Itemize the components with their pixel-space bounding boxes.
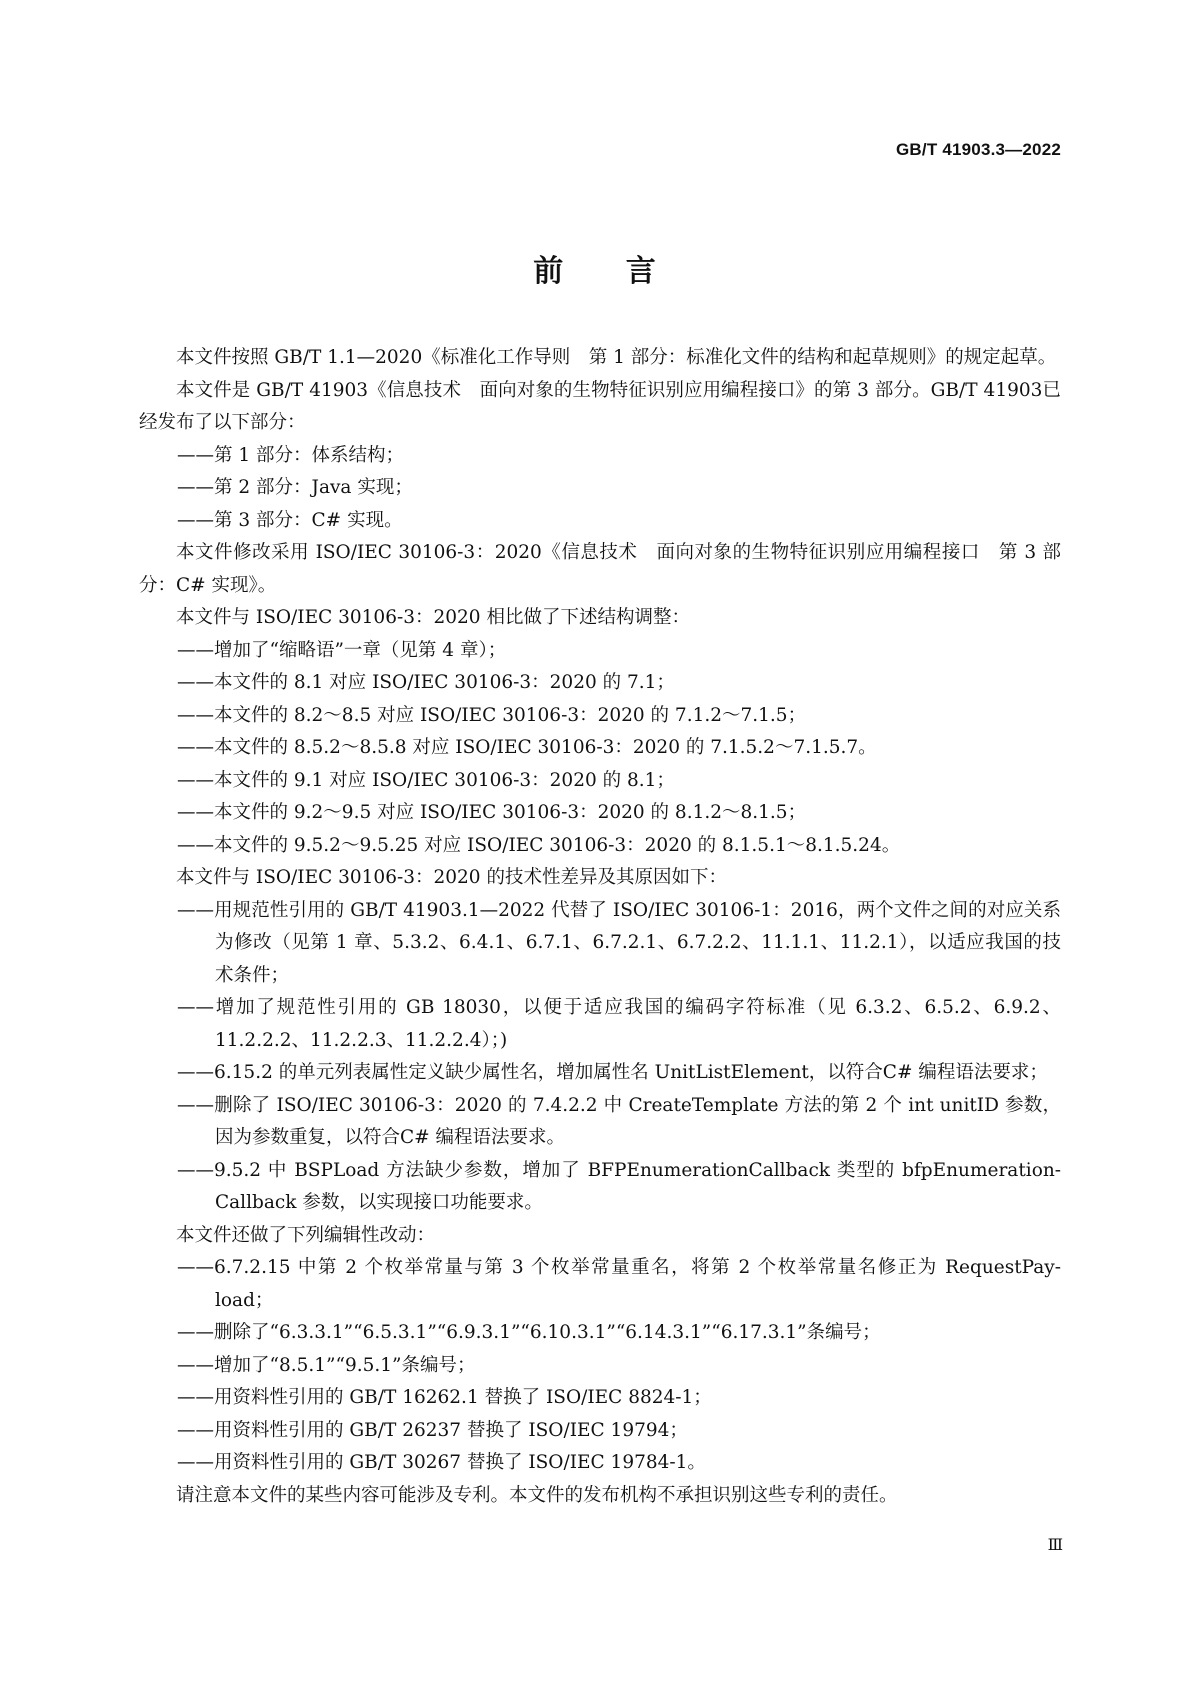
list-item: ——本文件的 9.1 对应 ISO/IEC 30106-3：2020 的 8.1； — [177, 769, 675, 791]
list-item: ——增加了“8.5.1”“9.5.1”条编号； — [177, 1354, 476, 1376]
paragraph-series-part: 本文件是 GB/T 41903《信息技术 面向对象的生物特征识别应用编程接口》的第 3 部分。GB/T 41903已经发布了以下部分： — [139, 379, 1061, 433]
standard-number: GB/T 41903.3—2022 — [896, 140, 1061, 159]
list-item: ——6.7.2.15 中第 2 个枚举常量与第 3 个枚举常量重名，将第 2 个枚举常量名修正为 RequestPay-load； — [177, 1257, 1061, 1311]
list-item: ——用资料性引用的 GB/T 16262.1 替换了 ISO/IEC 8824-1； — [177, 1387, 712, 1408]
list-item: ——本文件的 9.2～9.5 对应 ISO/IEC 30106-3：2020 的 8.1.2～8.1.5； — [177, 802, 807, 823]
paragraph-drafting-rules: 本文件按照 GB/T 1.1—2020《标准化工作导则 第 1 部分：标准化文件的结构和起草规则》的规定起草。 — [176, 347, 1057, 368]
list-item: ——删除了“6.3.3.1”“6.5.3.1”“6.9.3.1”“6.10.3.1”“6.14.3.1”“6.17.3.1”条编号； — [177, 1322, 881, 1343]
list-item: ——本文件的 8.2～8.5 对应 ISO/IEC 30106-3：2020 的 7.1.2～7.1.5； — [177, 704, 807, 726]
list-item: ——用资料性引用的 GB/T 26237 替换了 ISO/IEC 19794； — [177, 1419, 688, 1441]
page-number: Ⅲ — [1047, 1535, 1063, 1554]
list-item: ——删除了 ISO/IEC 30106-3：2020 的 7.4.2.2 中 CreateTemplate 方法的第 2 个 int unitID 参数，因为参数重复，以符合C# 编程语法要求。 — [177, 1094, 1062, 1148]
list-item: ——用资料性引用的 GB/T 30267 替换了 ISO/IEC 19784-1。 — [177, 1452, 706, 1473]
list-item: ——增加了“缩略语”一章（见第 4 章）； — [177, 639, 507, 661]
paragraph-technical-differences: 本文件与 ISO/IEC 30106-3：2020 的技术性差异及其原因如下： — [176, 867, 727, 888]
foreword-body — [139, 342, 1061, 1512]
list-item: ——第 2 部分：Java 实现； — [177, 477, 413, 498]
paragraph-patent-notice: 请注意本文件的某些内容可能涉及专利。本文件的发布机构不承担识别这些专利的责任。 — [176, 1484, 898, 1506]
paragraph-editorial-changes: 本文件还做了下列编辑性改动： — [176, 1224, 436, 1246]
list-item: ——6.15.2 的单元列表属性定义缺少属性名，增加属性名 UnitListElement，以符合C# 编程语法要求； — [177, 1062, 1048, 1083]
list-item: ——增加了规范性引用的 GB 18030，以便于适应我国的编码字符标准（见 6.3.2、6.5.2、6.9.2、11.2.2.2、11.2.2.3、11.2.2.4）；) — [177, 997, 1061, 1051]
paragraph-structure-changes: 本文件与 ISO/IEC 30106-3：2020 相比做了下述结构调整： — [176, 607, 690, 628]
list-item: ——本文件的 8.5.2～8.5.8 对应 ISO/IEC 30106-3：2020 的 7.1.5.2～7.1.5.7。 — [177, 737, 877, 758]
paragraph-adoption: 本文件修改采用 ISO/IEC 30106-3：2020《信息技术 面向对象的生物特征识别应用编程接口 第 3 部分：C# 实现》。 — [139, 542, 1061, 596]
page-title: 前 言 — [533, 254, 658, 289]
list-item: ——用规范性引用的 GB/T 41903.1—2022 代替了 ISO/IEC 30106-1：2016，两个文件之间的对应关系为修改（见第 1 章、5.3.2、6.4.1、6.7.1、6.7.2.1、6.7.2.2、11.1.1、11.2.1），以适应我国的技术条件； — [177, 899, 1061, 986]
list-item: ——本文件的 9.5.2～9.5.25 对应 ISO/IEC 30106-3：2020 的 8.1.5.1～8.1.5.24。 — [177, 834, 901, 856]
list-item: ——本文件的 8.1 对应 ISO/IEC 30106-3：2020 的 7.1； — [177, 672, 675, 693]
list-item: ——第 1 部分：体系结构； — [177, 444, 405, 466]
list-item: ——9.5.2 中 BSPLoad 方法缺少参数，增加了 BFPEnumerationCallback 类型的 bfpEnumeration-Callback 参数，以实现接口功能要求。 — [177, 1159, 1061, 1213]
list-item: ——第 3 部分：C# 实现。 — [177, 509, 403, 531]
